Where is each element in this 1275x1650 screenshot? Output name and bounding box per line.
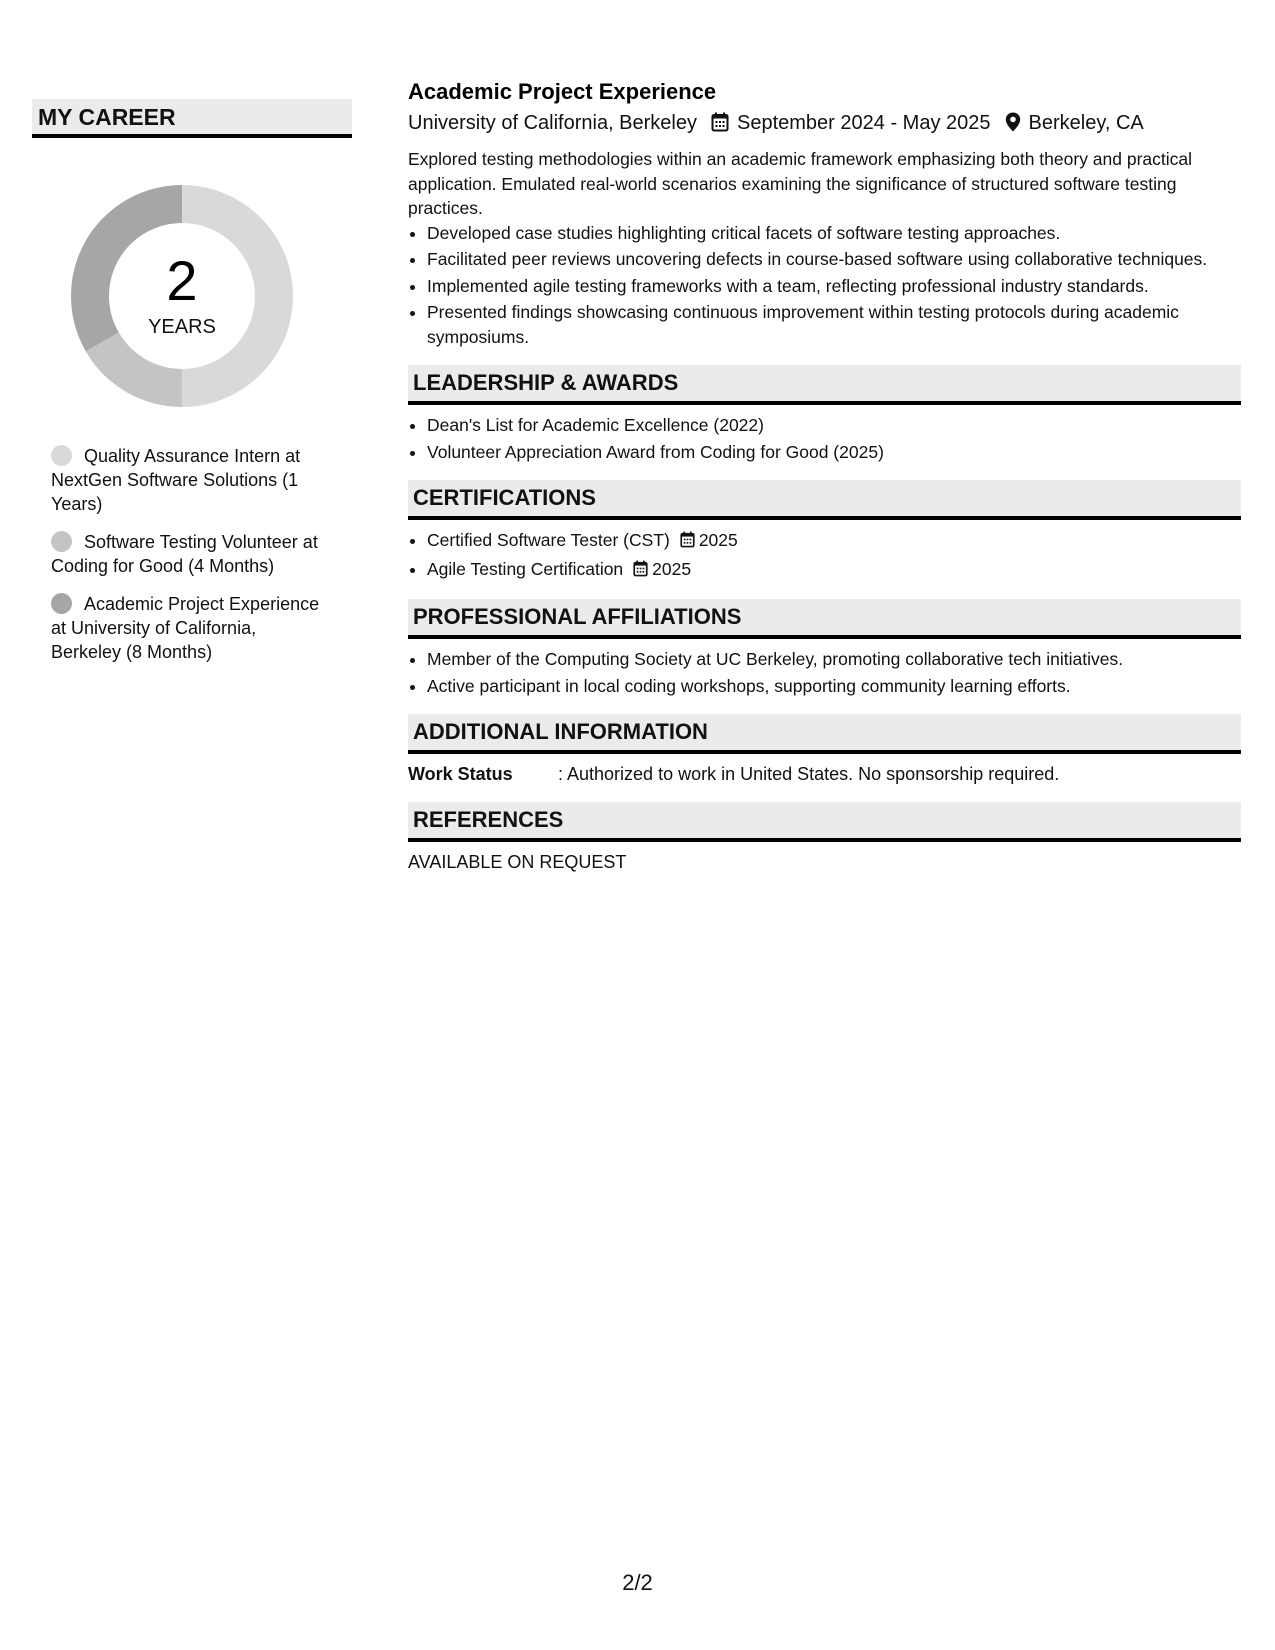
references-heading: REFERENCES (408, 802, 1241, 842)
affiliations-list (408, 647, 1241, 698)
leadership-heading: LEADERSHIP & AWARDS (408, 365, 1241, 405)
legend-swatch (51, 531, 72, 552)
page-number: 2/2 (622, 1570, 653, 1595)
list-item: • Developed case studies highlighting critical facets of software testing approaches. (427, 221, 1241, 246)
list-item: • Presented findings showcasing continuous improvement within testing protocols during academic symposiums. (427, 300, 1241, 349)
job-bullets (408, 221, 1241, 350)
list-item: • Implemented agile testing frameworks with a team, reflecting professional industry standards. (427, 274, 1241, 299)
total-years-number: 2 (166, 249, 198, 312)
list-item: • Facilitated peer reviews uncovering defects in course-based software using collaborative techniques. (427, 247, 1241, 272)
list-item (427, 557, 1241, 584)
leadership-list (408, 413, 1241, 464)
references-text: AVAILABLE ON REQUEST (408, 852, 627, 872)
work-status-row (408, 762, 1241, 786)
additional-info-heading: ADDITIONAL INFORMATION (408, 714, 1241, 754)
calendar-icon (633, 559, 648, 584)
legend-item (51, 592, 321, 664)
list-item: • Volunteer Appreciation Award from Coding for Good (2025) (427, 440, 1241, 465)
job-location: Berkeley, CA (1028, 112, 1144, 134)
job-dates: September 2024 - May 2025 (737, 112, 991, 134)
career-legend (51, 444, 321, 664)
legend-swatch (51, 593, 72, 614)
legend-label: Academic Project Experience at University of California, Berkeley (8 Months) (51, 594, 320, 662)
career-sidebar (32, 99, 352, 678)
calendar-icon (680, 530, 695, 555)
career-donut-chart (66, 180, 298, 412)
resume-main (408, 78, 1241, 874)
total-years-unit: YEARS (148, 316, 216, 338)
job-meta (408, 110, 1241, 139)
list-item: • Dean's List for Academic Excellence (2022) (427, 413, 1241, 438)
legend-label: Quality Assurance Intern at NextGen Software Solutions (1 Years) (51, 446, 301, 514)
certification-year: 2025 (652, 558, 692, 579)
calendar-icon (711, 112, 729, 139)
legend-item (51, 444, 321, 516)
certifications-list (408, 528, 1241, 583)
legend-swatch (51, 445, 72, 466)
list-item: • Member of the Computing Society at UC Berkeley, promoting collaborative tech initiatives. (427, 647, 1241, 672)
map-pin-icon (1005, 112, 1021, 139)
certifications-heading: CERTIFICATIONS (408, 480, 1241, 520)
affiliations-heading: PROFESSIONAL AFFILIATIONS (408, 599, 1241, 639)
work-status-label: Work Status (408, 764, 513, 784)
job-title: Academic Project Experience (408, 79, 717, 104)
certification-name: Agile Testing Certification (427, 558, 624, 579)
legend-item (51, 530, 321, 578)
experience-entry (408, 78, 1241, 349)
list-item (427, 528, 1241, 555)
list-item: • Active participant in local coding workshops, supporting community learning efforts. (427, 674, 1241, 699)
legend-label: Software Testing Volunteer at Coding for Good (4 Months) (51, 532, 318, 576)
job-description: Explored testing methodologies within an academic framework emphasizing both theory and practical application. Emulated real-world scenarios examining the significance of structured software testing practices. (408, 149, 1193, 218)
job-organization: University of California, Berkeley (408, 112, 697, 134)
work-status-value: : Authorized to work in United States. No sponsorship required. (558, 764, 1060, 784)
certification-year: 2025 (698, 530, 738, 550)
career-heading: MY CAREER (32, 99, 352, 138)
donut-center (66, 180, 298, 412)
certification-name: Certified Software Tester (CST) (427, 530, 670, 550)
